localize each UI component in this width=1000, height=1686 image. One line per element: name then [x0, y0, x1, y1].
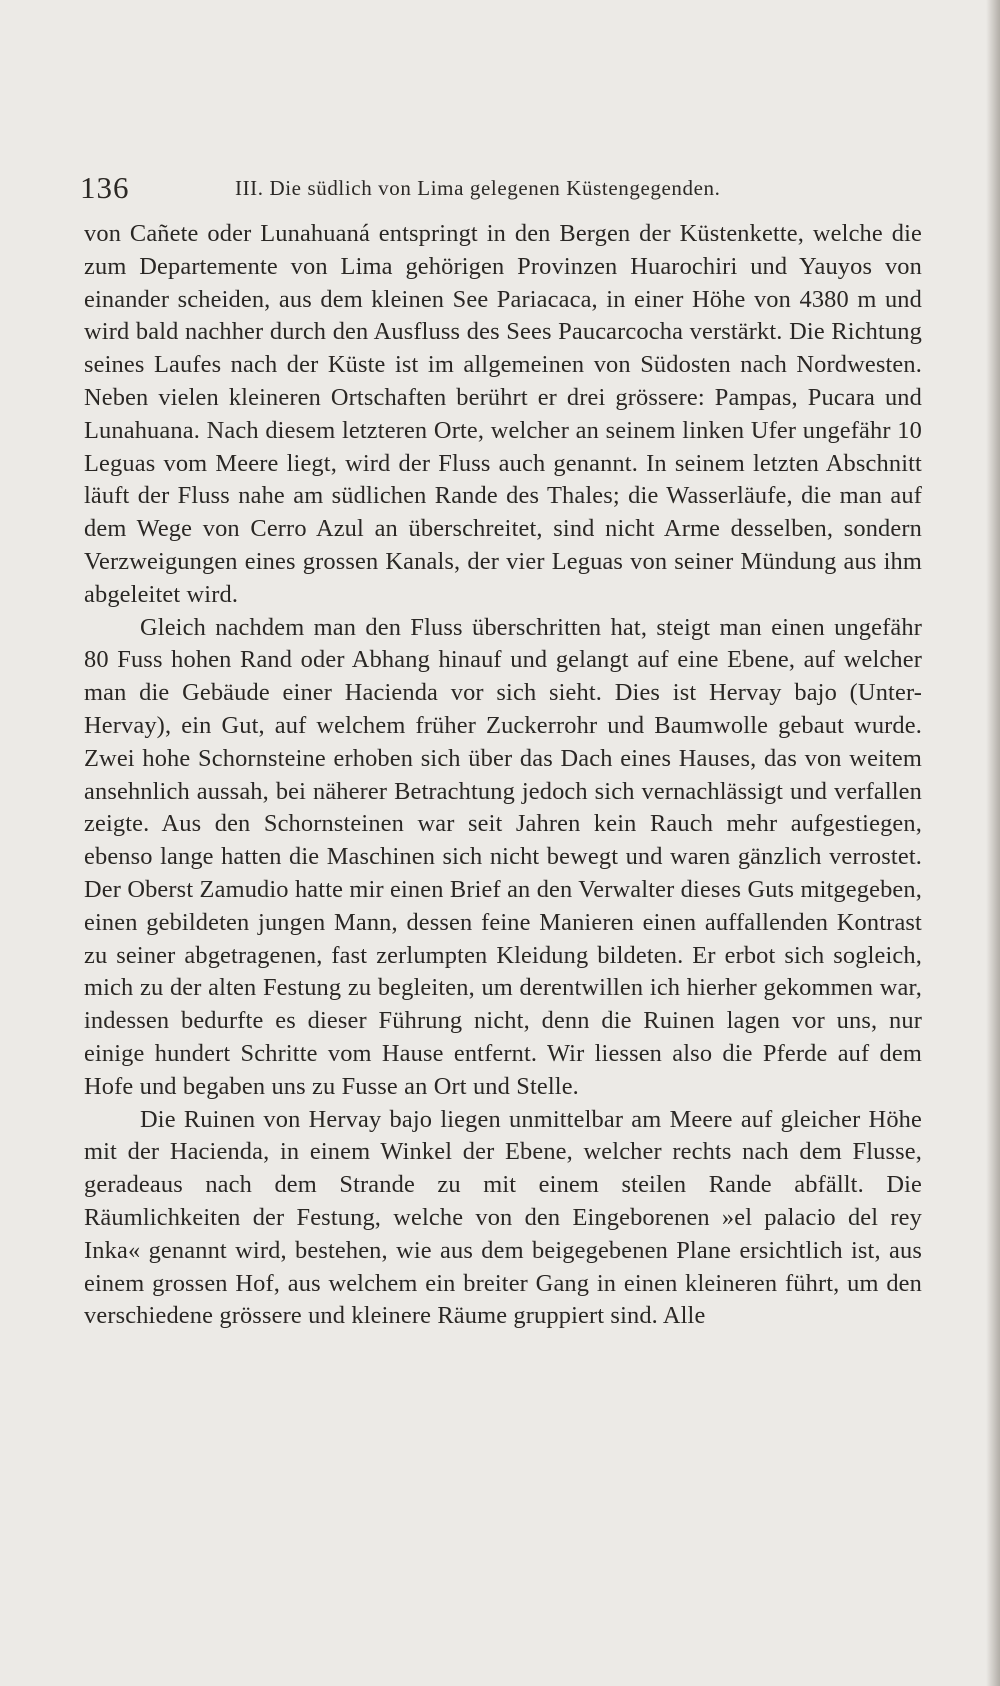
page-number: 136	[80, 170, 130, 205]
paragraph-1: von Cañete oder Lunahuaná entspringt in den Bergen der Küstenkette, welche die zum Departemente von Lima gehörigen Provinzen Huarochiri und Yauyos von einander scheiden, aus dem kleinen See Pariacaca, in einer Höhe von 4380 m und wird bald nachher durch den Ausfluss des Sees Paucarcocha verstärkt. Die Richtung seines Laufes nach der Küste ist im allgemeinen von Südosten nach Nordwesten. Neben vielen kleineren Ortschaften berührt er drei grössere: Pampas, Pucara und Lunahuana. Nach diesem letzteren Orte, welcher an seinem linken Ufer ungefähr 10 Leguas vom Meere liegt, wird der Fluss auch genannt. In seinem letzten Abschnitt läuft der Fluss nahe am südlichen Rande des Thales; die Wasserläufe, die man auf dem Wege von Cerro Azul an überschreitet, sind nicht Arme desselben, sondern Verzweigungen eines grossen Kanals, der vier Leguas von seiner Mündung aus ihm abgeleitet wird.	[84, 220, 922, 608]
body-text	[84, 218, 922, 1333]
paragraph-3: Die Ruinen von Hervay bajo liegen unmittelbar am Meere auf gleicher Höhe mit der Hacienda, in einem Winkel der Ebene, welcher rechts nach dem Flusse, geradeaus nach dem Strande zu mit einem steilen Rande abfällt. Die Räumlichkeiten der Festung, welche von den Eingeborenen »el palacio del rey Inka« genannt wird, bestehen, wie aus dem beigegebenen Plane ersichtlich ist, aus einem grossen Hof, aus welchem ein breiter Gang in einen kleineren führt, um den verschiedene grössere und kleinere Räume gruppiert sind. Alle	[84, 1105, 922, 1330]
page-edge-shadow	[986, 0, 1000, 1686]
running-head: III. Die südlich von Lima gelegenen Küstengegenden.	[235, 176, 721, 200]
paragraph-2: Gleich nachdem man den Fluss überschritten hat, steigt man einen ungefähr 80 Fuss hohen Rand oder Abhang hinauf und gelangt auf eine Ebene, auf welcher man die Gebäude einer Hacienda vor sich sieht. Dies ist Hervay bajo (Unter-Hervay), ein Gut, auf welchem früher Zuckerrohr und Baumwolle gebaut wurde. Zwei hohe Schornsteine erhoben sich über das Dach eines Hauses, das von weitem ansehnlich aussah, bei näherer Betrachtung jedoch sich vernachlässigt und verfallen zeigte. Aus den Schornsteinen war seit Jahren kein Rauch mehr aufgestiegen, ebenso lange hatten die Maschinen sich nicht bewegt und waren gänzlich verrostet. Der Oberst Zamudio hatte mir einen Brief an den Verwalter dieses Guts mitgegeben, einen gebildeten jungen Mann, dessen feine Manieren einen auffallenden Kontrast zu seiner abgetragenen, fast zerlumpten Kleidung bildeten. Er erbot sich sogleich, mich zu der alten Festung zu begleiten, um derentwillen ich hierher gekommen war, indessen bedurfte es dieser Führung nicht, denn die Ruinen lagen vor uns, nur einige hundert Schritte vom Hause entfernt. Wir liessen also die Pferde auf dem Hofe und begaben uns zu Fusse an Ort und Stelle.	[84, 613, 922, 1100]
page-header	[80, 170, 935, 210]
